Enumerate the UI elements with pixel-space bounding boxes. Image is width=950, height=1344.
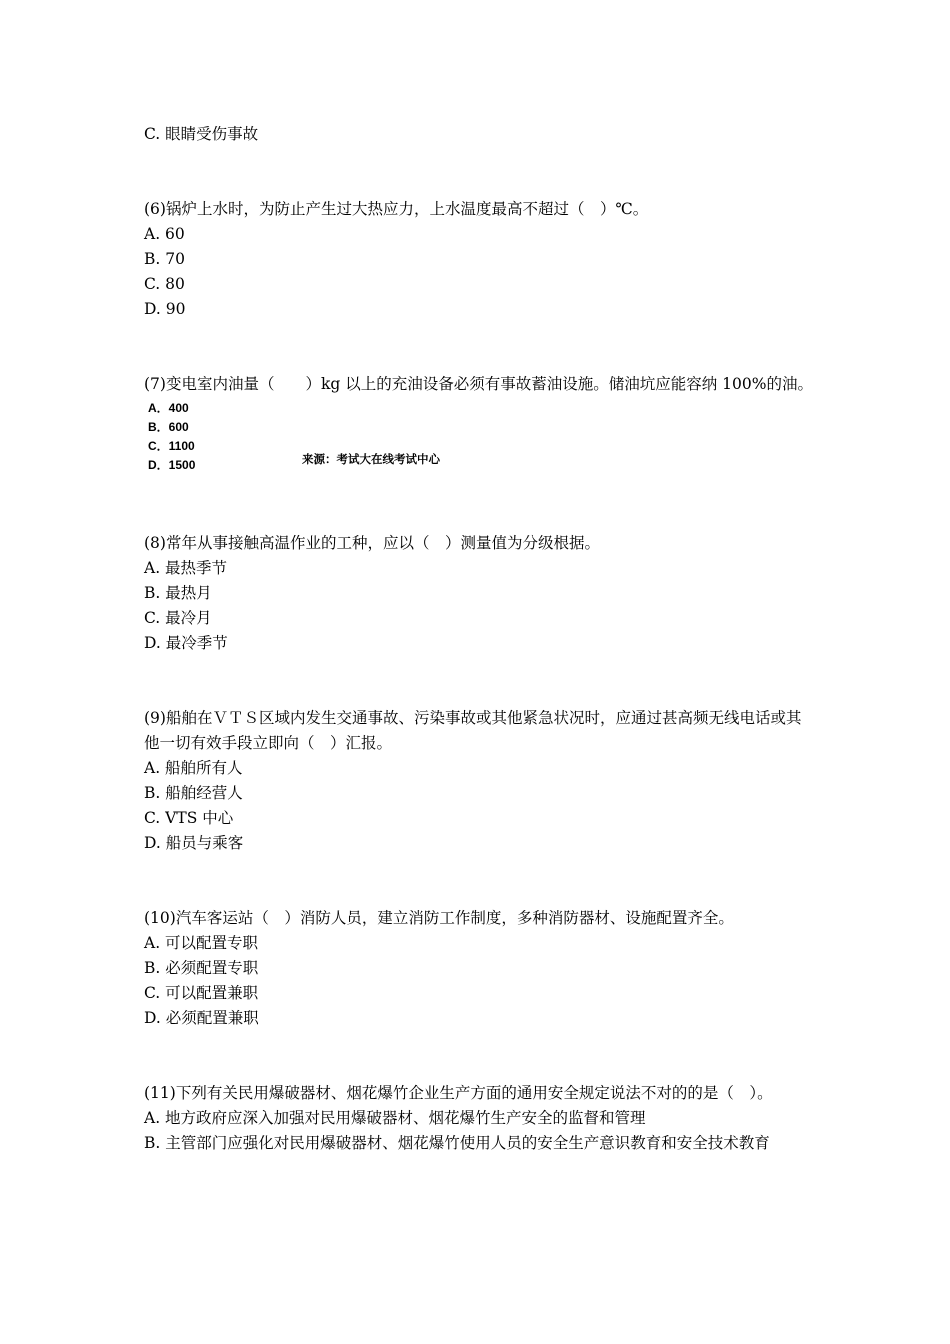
q8-option-c: C. 最冷月 bbox=[144, 609, 212, 627]
q6-option-c: C. 80 bbox=[144, 275, 185, 293]
q6-text: (6)锅炉上水时，为防止产生过大热应力，上水温度最高不超过（ ）℃。 bbox=[144, 200, 649, 218]
spacer bbox=[144, 322, 814, 372]
q7-options-image bbox=[144, 399, 814, 475]
question-9 bbox=[144, 706, 814, 856]
q8-option-d: D. 最冷季节 bbox=[144, 634, 228, 652]
q6-option-a: A. 60 bbox=[144, 225, 185, 243]
q10-text: (10)汽车客运站（ ）消防人员，建立消防工作制度，多种消防器材、设施配置齐全。 bbox=[144, 909, 734, 927]
q10-option-b: B. 必须配置专职 bbox=[144, 959, 259, 977]
q11-option-a: A. 地方政府应深入加强对民用爆破器材、烟花爆竹生产安全的监督和管理 bbox=[144, 1109, 646, 1127]
q8-text: (8)常年从事接触高温作业的工种，应以（ ）测量值为分级根据。 bbox=[144, 534, 600, 552]
q9-option-d: D. 船员与乘客 bbox=[144, 834, 244, 852]
q7-image-source: 来源：考试大在线考试中心 bbox=[302, 452, 440, 466]
question-11 bbox=[144, 1081, 814, 1156]
q8-option-a: A. 最热季节 bbox=[144, 559, 228, 577]
q7-image-option-c: C．1100 bbox=[148, 439, 195, 453]
question-10 bbox=[144, 906, 814, 1031]
q11-text: (11)下列有关民用爆破器材、烟花爆竹企业生产方面的通用安全规定说法不对的的是（ ）。 bbox=[144, 1084, 773, 1102]
q11-option-b: B. 主管部门应强化对民用爆破器材、烟花爆竹使用人员的安全生产意识教育和安全技术教育 bbox=[144, 1134, 770, 1152]
spacer bbox=[144, 656, 814, 706]
q7-image-option-d: D．1500 bbox=[148, 458, 196, 472]
document-page bbox=[144, 122, 814, 1156]
question-8 bbox=[144, 531, 814, 656]
spacer bbox=[144, 147, 814, 197]
spacer bbox=[144, 856, 814, 906]
q7-image-option-b: B．600 bbox=[148, 420, 189, 434]
q6-option-d: D. 90 bbox=[144, 300, 186, 318]
q10-option-a: A. 可以配置专职 bbox=[144, 934, 259, 952]
q7-text: (7)变电室内油量（ ）kg 以上的充油设备必须有事故蓄油设施。储油坑应能容纳 100%的油。 bbox=[144, 375, 813, 393]
q8-option-b: B. 最热月 bbox=[144, 584, 212, 602]
q9-option-c: C. VTS 中心 bbox=[144, 809, 234, 827]
q9-text: (9)船舶在ＶＴＳ区域内发生交通事故、污染事故或其他紧急状况时，应通过甚高频无线电话或其他一切有效手段立即向（ ）汇报。 bbox=[144, 709, 802, 752]
q6-option-b: B. 70 bbox=[144, 250, 185, 268]
q10-option-c: C. 可以配置兼职 bbox=[144, 984, 259, 1002]
spacer bbox=[144, 1031, 814, 1081]
q9-option-a: A. 船舶所有人 bbox=[144, 759, 243, 777]
spacer bbox=[144, 475, 814, 531]
question-7 bbox=[144, 372, 814, 475]
q10-option-d: D. 必须配置兼职 bbox=[144, 1009, 259, 1027]
q7-image-option-a: A．400 bbox=[148, 401, 189, 415]
q5-option-c: C. 眼睛受伤事故 bbox=[144, 125, 259, 143]
question-6 bbox=[144, 197, 814, 322]
q9-option-b: B. 船舶经营人 bbox=[144, 784, 243, 802]
